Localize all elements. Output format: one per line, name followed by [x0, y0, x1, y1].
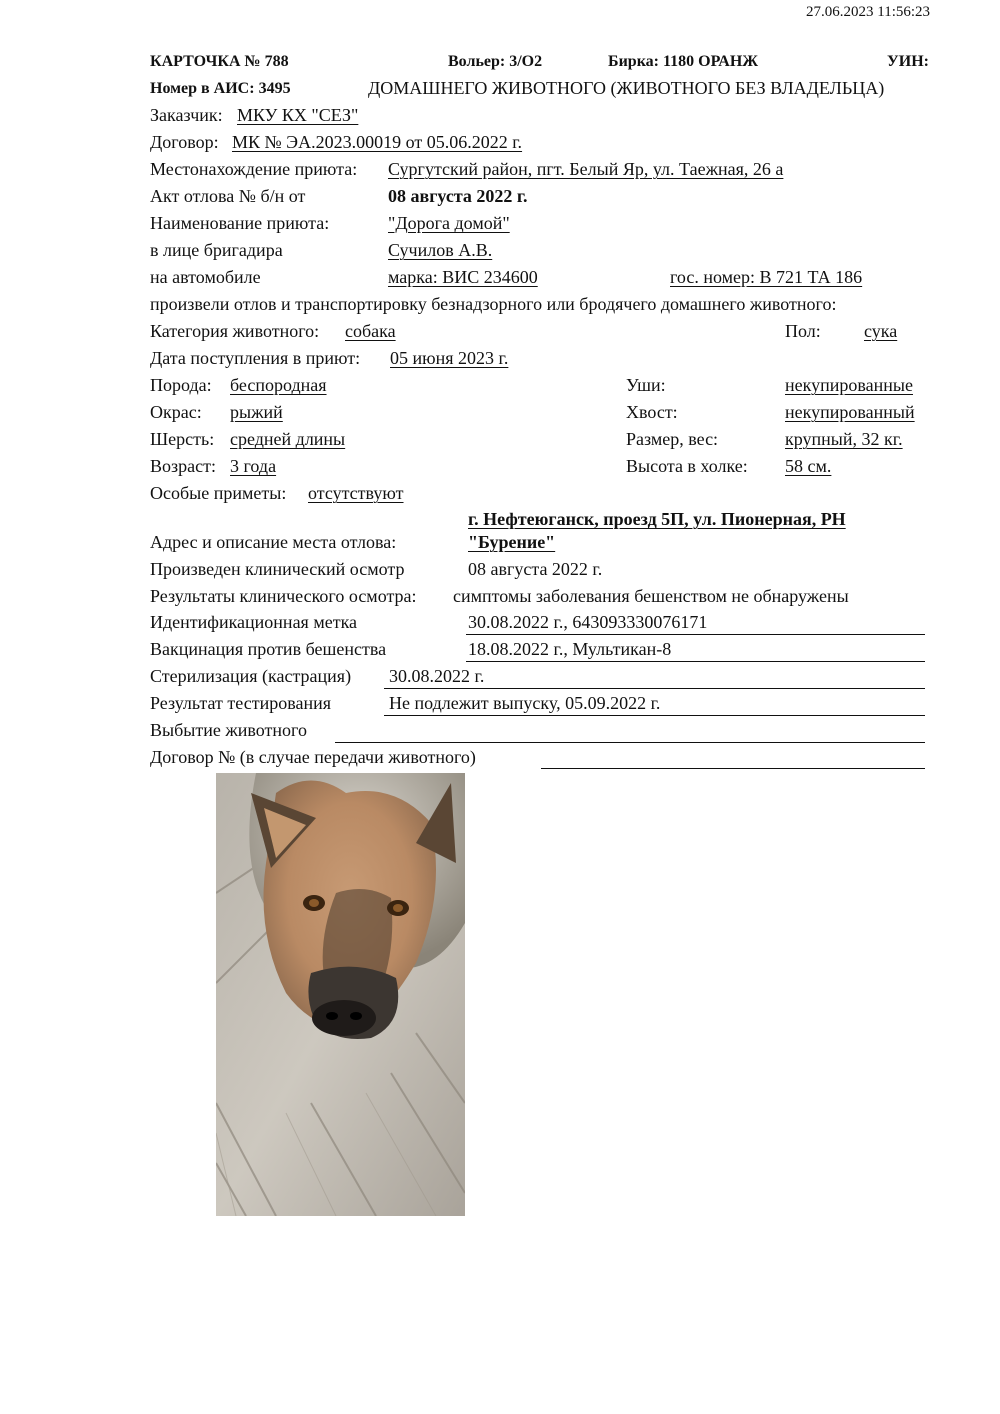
- category-label: Категория животного:: [150, 321, 320, 341]
- marks-value: отсутствуют: [308, 483, 404, 503]
- vaccination-value: 18.08.2022 г., Мультикан-8: [468, 639, 672, 659]
- act-date: 08 августа 2022 г.: [388, 186, 528, 206]
- foreman-label: в лице бригадира: [150, 240, 283, 260]
- transfer-label: Договор № (в случае передачи животного): [150, 747, 476, 767]
- location-value: Сургутский район, пгт. Белый Яр, ул. Таежная, 26 а: [388, 159, 784, 179]
- size-value: крупный, 32 кг.: [785, 429, 903, 449]
- vehicle-label: на автомобиле: [150, 267, 261, 287]
- act-label: Акт отлова № б/н от: [150, 186, 306, 206]
- height-value: 58 см.: [785, 456, 832, 476]
- capture-address-line2: "Бурение": [468, 532, 556, 552]
- sterilization-label: Стерилизация (кастрация): [150, 666, 352, 686]
- ears-label: Уши:: [626, 375, 666, 395]
- vehicle-number: гос. номер: В 721 ТА 186: [670, 267, 863, 287]
- transfer-line: [541, 768, 925, 769]
- arrival-label: Дата поступления в приют:: [150, 348, 361, 368]
- shelter-label: Наименование приюта:: [150, 213, 330, 233]
- capture-address-line1: г. Нефтеюганск, проезд 5П, ул. Пионерная, РН: [468, 509, 846, 529]
- exam-label: Произведен клинический осмотр: [150, 559, 405, 579]
- uin-label: УИН:: [887, 53, 929, 70]
- exam-result-value: симптомы заболевания бешенством не обнаружены: [453, 586, 849, 606]
- card-title: ДОМАШНЕГО ЖИВОТНОГО (ЖИВОТНОГО БЕЗ ВЛАДЕЛЬЦА): [368, 78, 885, 98]
- sex-label: Пол:: [785, 321, 821, 341]
- capture-label: Адрес и описание места отлова:: [150, 532, 397, 552]
- tail-value: некупированный: [785, 402, 915, 422]
- sterilization-line: [384, 688, 925, 689]
- tag-number: Бирка: 1180 ОРАНЖ: [608, 54, 759, 70]
- statement-text: произвели отлов и транспортировку безнадзорного или бродячего домашнего животного:: [150, 294, 837, 314]
- contract-label: Договор:: [150, 132, 219, 152]
- category-value: собака: [345, 321, 396, 341]
- coat-value: средней длины: [230, 429, 346, 449]
- sterilization-value: 30.08.2022 г.: [389, 666, 485, 686]
- shelter-value: "Дорога домой": [388, 213, 510, 233]
- ais-number: Номер в АИС: 3495: [150, 80, 291, 97]
- id-value: 30.08.2022 г., 643093330076171: [468, 612, 708, 632]
- test-value: Не подлежит выпуску, 05.09.2022 г.: [389, 693, 661, 713]
- exam-date: 08 августа 2022 г.: [468, 559, 603, 579]
- color-value: рыжий: [230, 402, 283, 422]
- id-line: [466, 634, 925, 635]
- foreman-value: Сучилов А.В.: [388, 240, 493, 260]
- id-label: Идентификационная метка: [150, 612, 358, 632]
- print-timestamp: 27.06.2023 11:56:23: [806, 4, 931, 20]
- test-line: [384, 715, 925, 716]
- vaccination-label: Вакцинация против бешенства: [150, 639, 387, 659]
- ears-value: некупированные: [785, 375, 913, 395]
- exam-result-label: Результаты клинического осмотра:: [150, 586, 417, 606]
- enclosure: Вольер: 3/О2: [448, 53, 543, 70]
- test-label: Результат тестирования: [150, 693, 331, 713]
- age-label: Возраст:: [150, 456, 216, 476]
- location-label: Местонахождение приюта:: [150, 159, 358, 179]
- age-value: 3 года: [230, 456, 277, 476]
- vehicle-brand: марка: ВИС 234600: [388, 267, 538, 287]
- height-label: Высота в холке:: [626, 456, 748, 476]
- leave-line: [335, 742, 925, 743]
- customer-label: Заказчик:: [150, 105, 223, 125]
- tail-label: Хвост:: [626, 402, 678, 422]
- card-number: КАРТОЧКА № 788: [150, 53, 289, 70]
- sex-value: сука: [864, 321, 898, 341]
- contract-value: МК № ЭА.2023.00019 от 05.06.2022 г.: [232, 132, 523, 152]
- breed-label: Порода:: [150, 375, 212, 395]
- arrival-value: 05 июня 2023 г.: [390, 348, 509, 368]
- marks-label: Особые приметы:: [150, 483, 287, 503]
- coat-label: Шерсть:: [150, 429, 215, 449]
- breed-value: беспородная: [230, 375, 327, 395]
- size-label: Размер, вес:: [626, 429, 719, 449]
- leave-label: Выбытие животного: [150, 720, 307, 740]
- customer-value: МКУ КХ "СЕЗ": [237, 105, 359, 125]
- color-label: Окрас:: [150, 402, 202, 422]
- vaccination-line: [466, 661, 925, 662]
- dog-photo: [216, 773, 465, 1216]
